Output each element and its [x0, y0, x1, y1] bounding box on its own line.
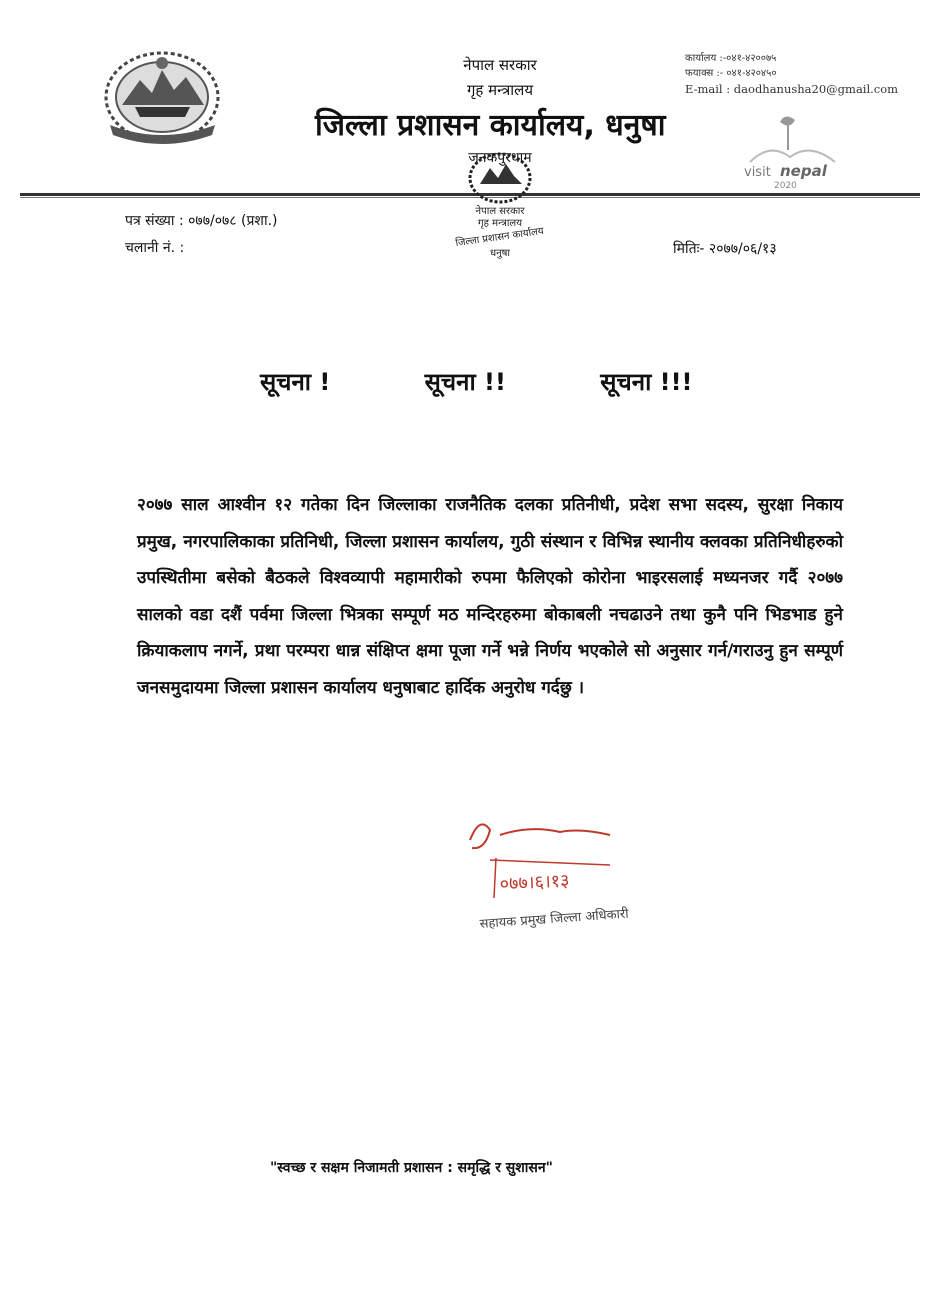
signature-date: ०७७।६।१३ — [499, 870, 570, 895]
footer-slogan: "स्वच्छ र सक्षम निजामती प्रशासन : समृद्धि र सुशासन" — [270, 1160, 553, 1176]
stamp-line-2: गृह मन्त्रालय — [477, 218, 523, 229]
office-phone: कार्यालय :-०४१-४२००७५ — [685, 53, 777, 64]
stamp-line-1: नेपाल सरकार — [475, 206, 525, 217]
signature-scribble — [470, 824, 610, 848]
contact-info — [685, 51, 898, 97]
stamp-line-4: धनुषा — [489, 248, 511, 259]
notice-word-1: सूचना ! — [260, 368, 331, 396]
nepal-government-emblem-icon — [100, 45, 225, 145]
notice-heading — [260, 365, 692, 398]
visit-nepal-logo-icon — [740, 112, 840, 192]
letter-number: पत्र संख्या : ०७७/०७८ (प्रशा.) — [125, 213, 278, 229]
letter-date: मितिः- २०७७/०६/१३ — [673, 241, 777, 257]
office-title: जिल्ला प्रशासन कार्यालय, धनुषा — [315, 108, 666, 143]
government-name: नेपाल सरकार — [463, 56, 537, 74]
visit-text: visit — [744, 165, 771, 180]
signature-block — [460, 810, 700, 950]
reference-block — [125, 211, 277, 265]
notice-body: २०७७ साल आश्वीन १२ गतेका दिन जिल्लाका राजनैतिक दलका प्रतिनीधी, प्रदेश सभा सदस्य, सुरक्षा निकाय प्रमुख, नगरपालिकाका प्रतिनिधी, जिल्ला प्रशासन कार्यालय, गुठी संस्थान र विभिन्न स्थानीय क्लवका प्रतिनिधीहरुको उपस्थितीमा बसेको बैठकले विश्वव्यापी महामारीको रुपमा फैलिएको कोरोना भाइरसलाई मध्यनजर गर्दै २०७७ सालको वडा दशैं पर्वमा जिल्ला भित्रका सम्पूर्ण मठ मन्दिरहरुमा बोकाबली नचढाउने तथा कुनै पनि भिडभाड हुने क्रियाकलाप नगर्ने, प्रथा परम्परा धान्न संक्षिप्त क्षमा पूजा गर्ने भन्ने निर्णय भएकोले सो अनुसार गर्न/गराउनु हुन सम्पूर्ण जनसमुदायमा जिल्ला प्रशासन कार्यालय धनुषाबाट हार्दिक अनुरोध गर्दछु । — [137, 495, 843, 698]
stamp-line-3: जिल्ला प्रशासन कार्यालय — [454, 225, 545, 250]
email-address: E-mail : daodhanusha20@gmail.com — [685, 82, 899, 96]
dispatch-number: चलानी नं. : — [125, 240, 185, 256]
office-stamp — [440, 150, 560, 265]
signatory-title: सहायक प्रमुख जिल्ला अधिकारी — [479, 906, 630, 932]
ministry-name: गृह मन्त्रालय — [466, 81, 534, 99]
nepal-text: nepal — [780, 162, 827, 180]
year-text: 2020 — [774, 181, 797, 191]
fax-number: फयाक्स :- ०४१-४२०४५० — [685, 68, 777, 79]
office-location: जनकपुरधाम — [468, 150, 532, 166]
notice-word-2: सूचना !! — [424, 368, 506, 396]
notice-word-3: सूचना !!! — [600, 368, 693, 396]
